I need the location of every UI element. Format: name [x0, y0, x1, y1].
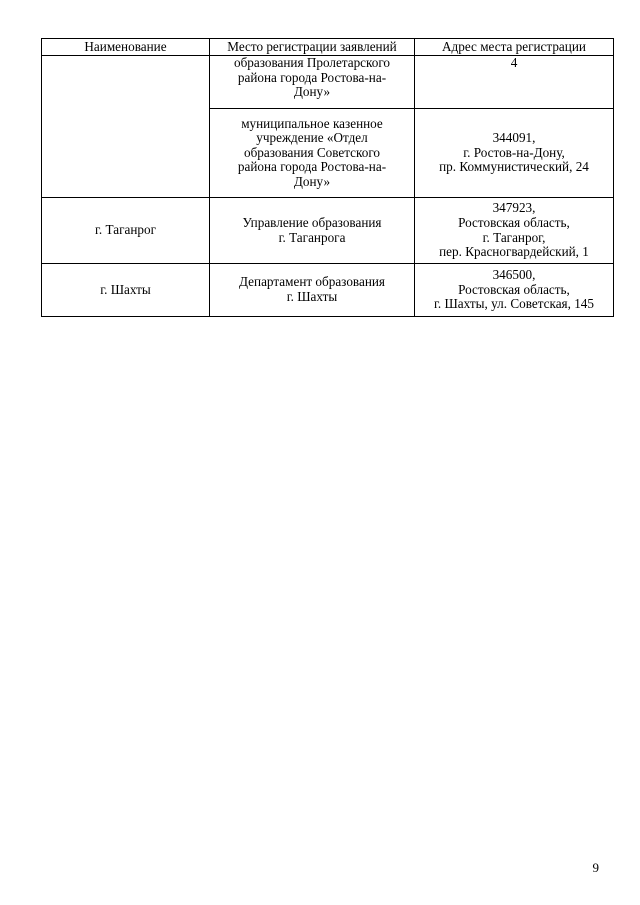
table-cell-address: 4	[415, 56, 614, 109]
table-row	[42, 56, 614, 109]
registration-table	[41, 38, 614, 317]
header-place: Место регистрации заявлений	[210, 39, 415, 56]
table-cell-address: 346500, Ростовская область, г. Шахты, ул. Советская, 145	[415, 264, 614, 317]
table-cell-place: муниципальное казенное учреждение «Отдел образования Советского района города Ростова-на- Дону»	[210, 109, 415, 198]
table-cell-name	[42, 56, 210, 198]
table-cell-address: 344091, г. Ростов-на-Дону, пр. Коммунистический, 24	[415, 109, 614, 198]
table-cell-name: г. Шахты	[42, 264, 210, 317]
header-name: Наименование	[42, 39, 210, 56]
table-cell-place: Управление образования г. Таганрога	[210, 198, 415, 264]
header-address: Адрес места регистрации	[415, 39, 614, 56]
table-cell-place: Департамент образования г. Шахты	[210, 264, 415, 317]
table-header-row	[42, 39, 614, 56]
page-number: 9	[592, 860, 599, 875]
table-cell-address: 347923, Ростовская область, г. Таганрог, пер. Красногвардейский, 1	[415, 198, 614, 264]
table-row	[42, 264, 614, 317]
table-row	[42, 198, 614, 264]
table-cell-place: образования Пролетарского района города Ростова-на- Дону»	[210, 56, 415, 109]
table-cell-name: г. Таганрог	[42, 198, 210, 264]
